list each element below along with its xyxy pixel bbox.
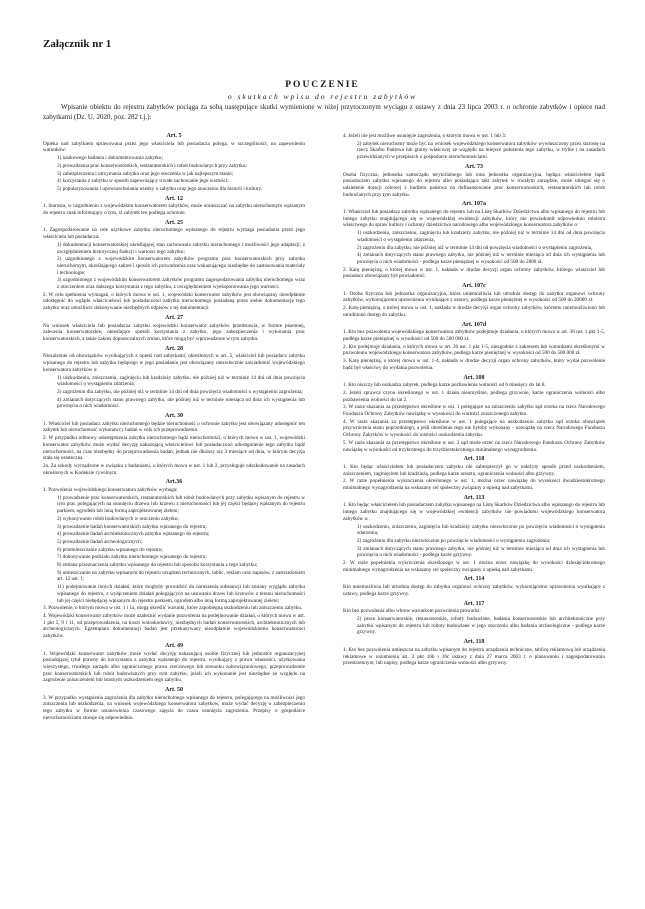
article-heading: Art. 113 <box>463 494 485 501</box>
article-heading: Art. 5 <box>166 133 182 139</box>
paragraph: 1. Kto bez pozwolenia wojewódzkiego konserwatora zabytków podejmuje działania, o których mowa w art. 36 ust. 1 pkt 1-5, podlega karze pieniężnej w wysokości od 500 do 500 000 zł. <box>343 329 605 342</box>
paragraph: Niezależnie od obowiązków wynikających z opieki nad zabytkami, określonych w art. 5, właściciel lub posiadacz zabytku wpisanego do rejestru lub zabytku będącego w jego posiadaniu jest obowiązany niezwłocznie zawiadomić wojewódzkiego konserwatora zabytków o: <box>43 353 305 373</box>
paragraph: 2. Kto podejmuje działania, o których mowa w art. 36 ust. 1 pkt 1-5, niezgodnie z zakresem lub warunkami określonymi w pozwoleniu wojewódzkiego konserwatora zabytków, podlega karze pieniężnej w wysokości od 500 do 500 000 zł. <box>343 343 605 357</box>
list-item: 6) przemieszczanie zabytku wpisanego do rejestru; <box>57 546 163 553</box>
list-item: 4) zmianach dotyczących stanu prawnego zabytku, nie później niż w terminie miesiąca od dnia ich wystąpienia lub powzięcia o nich wiadomości. <box>57 396 305 410</box>
article-heading: Art. 114 <box>463 576 485 583</box>
article-heading: Art. 27 <box>165 314 183 321</box>
list-item: 2) zagrożeniu dla zabytku niezwłocznie po powzięciu wiadomości o wystąpieniu zagrożenia; <box>357 537 551 544</box>
paragraph: 1. Właściciel lub posiadacz zabytku wpisanego do rejestru lub na Listę Skarbów Dziedzictwa albo wpisanego do rejestru lub innego zabytku znajdującego się w wojewódzkiej ewidencji zabytków, który nie powiadomił odpowiednio ministra właściwego do spraw kultury i ochrony dziedzictwa narodowego albo wojewódzkiego konserwatora zabytków o: <box>343 209 605 229</box>
paragraph: Osoba fizyczna, jednostka samorządu terytorialnego lub inna jednostka organizacyjna, będąca właścicielem bądź posiadaczem zabytku wpisanego do rejestru albo posiadająca taki zabytek w trwałym zarządzie, może ubiegać się o udzielenie dotacji celowej z budżetu państwa na dofinansowanie prac konserwatorskich, restauratorskich lub robót budowlanych przy tym zabytku. <box>343 171 605 198</box>
list-item: 1) uszkodzeniu, zniszczeniu, zaginięciu lub kradzieży zabytku, nie później niż w terminie 14 dni od dnia powzięcia wiadomości o wystąpieniu zdarzenia; <box>57 374 305 388</box>
paragraph: 5. W razie skazania za przestępstwo określone w ust. 2 sąd może orzec na rzecz Narodowego Funduszu Ochrony Zabytków nawiązkę w wysokości od trzykrotnego do trzydziestokrotnego minimalnego wynagrodzenia. <box>343 439 605 453</box>
paragraph: 1. Zagospodarowanie na cele użytkowe zabytku nieruchomego wpisanego do rejestru wymaga posiadania przez jego właściciela lub posiadacza: <box>43 227 305 241</box>
list-item: 3) uzgodnionego z wojewódzkim konserwatorem zabytków programu zagospodarowania zabytku nieruchomego wraz z otoczeniem oraz dalszego korzystania z tego zabytku, z uwzględnieniem wyeksponowania jego wartości. <box>57 277 305 291</box>
list-item: 8) zmiana przeznaczenia zabytku wpisanego do rejestru lub sposobu korzystania z tego zabytku; <box>57 562 258 569</box>
paragraph: 1. Kto będąc właścicielem lub posiadaczem zabytku wpisanego na Listę Skarbów Dziedzictwa albo wpisanego do rejestru lub innego zabytku znajdującego się w wojewódzkiej ewidencji zabytków nie powiadomi wojewódzkiego konserwatora zabytków o: <box>343 502 605 522</box>
paragraph: 2. W razie popełnienia wykroczenia określonego w ust. 1, można orzec nawiązkę do wysokości dwudziestokrotnego minimalnego wynagrodzenia na wskazany cel społeczny związany z opieką nad zabytkami. <box>343 478 605 492</box>
paragraph: 2. Jeżeli sprawca czynu określonego w ust. 1 działa nieumyślnie, podlega grzywnie, karze ograniczenia wolności albo pozbawienia wolności do lat 2. <box>343 389 605 403</box>
paragraph: 1. Wojewódzki konserwator zabytków może wydać decyzję nakazującą osobie fizycznej lub jednostce organizacyjnej posiadającej tytuł prawny do korzystania z zabytku wpisanego do rejestru, wynikający z prawa własności, użytkowania wieczystego, trwałego zarządu albo ograniczonego prawa rzeczowego lub stosunku zobowiązaniowego, przeprowadzenie prac konserwatorskich lub robót budowlanych przy tym zabytku, jeżeli ich wykonanie jest niezbędne ze względu na zagrożenie zniszczeniem lub istotnym uszkodzeniem tego zabytku. <box>43 650 305 684</box>
paragraph: Na wniosek właściciela lub posiadacza zabytku wojewódzki konserwator zabytków przedstawia, w formie pisemnej, zalecenia konserwatorskie, określające sposób korzystania z zabytku, jego zabezpieczenia i wykonania prac konserwatorskich, a także zakres dopuszczalnych zmian, które mogą być wprowadzone w tym zabytku. <box>43 322 305 342</box>
article-heading: Art. 118 <box>463 639 485 646</box>
list-item: 1) prowadzenie prac konserwatorskich, restauratorskich lub robót budowlanych przy zabytku wpisanym do rejestru w tym prac polegających na usunięciu drzewa lub krzewu z nieruchomości lub jej części będącej wpisanym do rejestru parkiem, ogrodem lub inną formą zaprojektowanej zieleni; <box>57 494 305 515</box>
list-item: 5) popularyzowania i upowszechniania wiedzy o zabytku oraz jego znaczeniu dla historii i kultury. <box>57 185 263 192</box>
list-item: 9) umieszczanie na zabytku wpisanym do rejestru urządzeń technicznych, tablic, reklam oraz napisów, z zastrzeżeniem art. 12 ust. 1; <box>57 569 305 583</box>
paragraph: Opieka nad zabytkiem sprawowana przez jego właściciela lub posiadacza polega, w szczególności, na zapewnieniu warunków: <box>43 140 305 154</box>
list-item: 4) prowadzenie badań architektonicznych zabytku wpisanego do rejestru; <box>57 531 210 538</box>
paragraph: 3. W razie skazania za przestępstwo określone w ust. 1 polegające na zniszczeniu zabytku sąd orzeka na rzecz Narodowego Funduszu Ochrony Zabytków nawiązkę w wysokości do wartości zniszczonego zabytku. <box>343 404 605 418</box>
paragraph: 2a. Za szkody wyrządzone w związku z badaniami, o których mowa w ust. 1 lub 2, przysługuje odszkodowanie na zasadach określonych w Kodeksie cywilnym. <box>43 462 305 476</box>
list-item: 3) zmianach dotyczących stanu prawnego zabytku, nie później niż w terminie miesiąca od dnia ich wystąpienia lub powzięcia o nich wiadomości - podlega karze grzywny. <box>357 545 605 559</box>
article-heading: Art. 107a <box>462 201 486 208</box>
article-heading: Art. 108 <box>463 374 485 381</box>
list-item: 4) zmianach dotyczących stanu prawnego zabytku, nie później niż w terminie miesiąca od dnia ich wystąpienia lub powzięcia o nich wiadomości - podlega karze pieniężnej w wysokości od 500 do 2000 zł. <box>357 252 605 265</box>
list-item: 4) korzystania z zabytku w sposób zapewniający trwałe zachowanie jego wartości; <box>57 178 229 185</box>
article-heading: Art. 117 <box>463 600 485 607</box>
right-column <box>343 133 605 668</box>
article-heading: Art. 12 <box>165 195 183 202</box>
attachment-label: Załącznik nr 1 <box>43 38 112 50</box>
document-title: POUCZENIE <box>285 80 360 90</box>
list-item: 1) naukowego badania i dokumentowania zabytku; <box>57 155 163 162</box>
list-item: 2) wykonywanie robót budowlanych w otoczeniu zabytku; <box>57 515 179 522</box>
article-heading: Art. 30 <box>165 413 183 420</box>
paragraph: 1. Kto będąc właścicielem lub posiadaczem zabytku nie zabezpieczył go w należyty sposób przed uszkodzeniem, zniszczeniem, zaginięciem lub kradzieżą, podlega karze aresztu, ograniczenia wolności albo grzywny. <box>343 463 605 477</box>
article-heading: Art. 28 <box>165 345 183 352</box>
list-item: 5) prowadzenie badań archeologicznych; <box>57 538 143 545</box>
intro-paragraph: Wpisanie obiektu do rejestru zabytków pociąga za sobą następujące skutki wymienione w niżej przytoczonym wyciągu z ustawy z dnia 23 lipca 2003 r. o ochronie zabytków i opiece nad zabytkami (Dz. U. 2020, poz. 282 t.j.): <box>43 103 605 121</box>
list-item: 2) prowadzenia prac konserwatorskich, restauratorskich i robót budowlanych przy zabytku; <box>57 162 247 169</box>
paragraph: 1. Kto niszczy lub uszkadza zabytek, podlega karze pozbawienia wolności od 6 miesięcy do lat 8. <box>343 382 546 389</box>
article-heading: Art. 49 <box>165 642 183 649</box>
article-heading: Art. 25 <box>165 219 183 226</box>
paragraph: 1. Kto bez pozwolenia umieszcza na zabytku wpisanym do rejestru urządzenia techniczne, tablicę reklamową lub urządzenia reklamowe w rozumieniu art. 2 pkt 16b i 16c ustawy z dnia 27 marca 2003 r. o planowaniu i zagospodarowaniu przestrzennym, lub napisy, podlega karze ograniczenia wolności albo grzywny. <box>343 646 605 667</box>
paragraph: 3. W przypadku wystąpienia zagrożenia dla zabytku nieruchomego wpisanego do rejestru, polegającego na możliwości jego zniszczenia lub uszkodzenia, na wniosek wojewódzkiego konserwatora zabytków, może wydać decyzję o zabezpieczeniu tego zabytku w formie ustanowienia czasowego zajęcia do czasu usunięcia zagrożenia. Przepisy o gospodarce nieruchomościami stosuje się odpowiednio. <box>43 694 305 721</box>
paragraph: 2. W przypadku odmowy udostępnienia zabytku nieruchomego bądź nieruchomości, o których mowa w ust. 1, wojewódzki konserwator zabytków może wydać decyzję nakazującą właścicielowi lub posiadaczowi udostępnienie tego zabytku bądź nieruchomości, na czas niezbędny do przeprowadzenia badań, jednak nie dłuższy niż 3 miesiące od dnia, w którym decyzja stała się ostateczna. <box>43 435 305 462</box>
list-item: 2) prace konserwatorskie, restauratorskie, roboty budowlane, badania konserwatorskie lub architektoniczne przy zabytku wpisanym do rejestru lub roboty budowlane w jego otoczeniu albo badania archeologiczne - podlega karze grzywny. <box>357 616 605 636</box>
list-item: 1) uszkodzeniu, zniszczeniu, zaginięciu lub kradzieży zabytku niezwłocznie po powzięciu wiadomości o wystąpieniu zdarzenia; <box>357 523 605 537</box>
list-item: 2) zagrożeniu dla zabytku, nie później niż w terminie 14 dni od dnia powzięcia wiadomości o wystąpieniu zagrożenia; <box>57 388 303 395</box>
paragraph: 2. W razie popełnienia wykroczenia określonego w ust. 1 można orzec nawiązkę do wysokości dziesięciokrotnego minimalnego wynagrodzenia na wskazany cel społeczny związany z opieką nad zabytkami. <box>343 560 605 573</box>
list-item: 11) podejmowanie innych działań, które mogłyby prowadzić do naruszenia substancji lub zmiany wyglądu zabytku wpisanego do rejestru, z wyłączeniem działań polegających na usuwaniu drzew lub krzewów z terenu nieruchomości lub jej części niebędącej wpisanym do rejestru parkiem, ogrodem albo inną formą zaprojektowanej zieleni; <box>57 584 305 604</box>
paragraph: 3. Pozwolenie, o którym mowa w ust. 1 i 1a, mogą określić warunki, które zapobiegną uszkodzeniu lub zniszczeniu zabytku. <box>43 605 303 612</box>
article-heading: Art. 110 <box>463 456 485 463</box>
paragraph: 2. Karę pieniężną, o której mowa w ust. 1, nakłada w drodze decyzji organ ochrony zabytków, którego właściciel lub posiadacz obowiązany był powiadomić. <box>343 266 605 280</box>
paragraph: 4. Wojewódzki konserwator zabytków może uzależnić wydanie pozwolenia na podejmowanie działań, o których mowa w ust. 1 pkt 5, 9 i 11, od przeprowadzenia, na koszt wnioskodawcy, niezbędnych badań konserwatorskich, architektonicznych lub archeologicznych. Egzemplarz dokumentacji badań jest przekazywany nieodpłatnie wojewódzkiemu konserwatorowi zabytków. <box>43 613 305 640</box>
paragraph: 1. Starosta, w uzgodnieniu z wojewódzkim konserwatorem zabytków, może umieszczać na zabytku nieruchomym wpisanym do rejestru znak informujący o tym, iż zabytek ten podlega ochronie. <box>43 203 305 217</box>
list-item: 3) prowadzenie badań konserwatorskich zabytku wpisanego do rejestru; <box>57 523 207 530</box>
paragraph: 4. Jeżeli nie jest możliwe usunięcie zagrożenia, o którym mowa w ust. 1 lub 3: <box>343 133 507 139</box>
list-item: 1) uszkodzeniu, zniszczeniu, zaginięciu lub kradzieży zabytku, nie później niż w terminie 14 dni od dnia powzięcia wiadomości o wystąpieniu zdarzenia, <box>357 230 605 243</box>
list-item: 2) zabytek nieruchomy może być na wniosek wojewódzkiego konserwatora zabytków wywłaszczony przez starostę na rzecz Skarbu Państwa lub gminy właściwej ze względu na miejsce położenia tego zabytku, w trybie i na zasadach przewidzianych w przepisach o gospodarce nieruchomościami. <box>357 140 605 161</box>
document-subtitle: o skutkach wpisu do rejestru zabytków <box>227 92 418 101</box>
paragraph: Kto uniemożliwia lub utrudnia dostęp do zabytku organowi ochrony zabytków, wykonującemu uprawnienia wynikające z ustawy, podlega karze grzywny. <box>343 584 605 597</box>
article-heading: Art. 107d <box>461 321 487 328</box>
paragraph: 2. W celu spełnienia wymagań, o których mowa w ust. 1, wojewódzki konserwator zabytków jest obowiązany nieodpłatnie udostępnić do wglądu właścicielowi lub posiadaczowi zabytku nieruchomego posiadaną przez siebie dokumentację tego zabytku oraz umożliwić dokonywanie niezbędnych odpisów z tej dokumentacji. <box>43 291 305 312</box>
article-heading: Art.36 <box>165 479 183 486</box>
list-item: 7) dokonywanie podziału zabytku nieruchomego wpisanego do rejestru; <box>57 554 207 561</box>
article-heading: Art. 73 <box>465 163 483 170</box>
left-column <box>43 133 305 723</box>
paragraph: 2. Karę pieniężną, o której mowa w ust. 1, nakłada w drodze decyzji organ ochrony zabytków, któremu uniemożliwiono lub utrudniono dostęp do zabytku. <box>343 305 605 318</box>
paragraph: 1. Osoba fizyczna lub jednostka organizacyjna, która uniemożliwia lub utrudnia dostęp do zabytku organowi ochrony zabytków, wykonującemu uprawnienia wynikające z ustawy, podlega karze pieniężnej w wysokości od 500 do 20000 zł. <box>343 290 605 304</box>
list-item: 3) zabezpieczenia i utrzymania zabytku oraz jego otoczenia w jak najlepszym stanie; <box>57 170 234 177</box>
list-item: 2) uzgodnionego z wojewódzkim konserwatorem zabytków programu prac konserwatorskich przy zabytku nieruchomym, określającego zakres i sposób ich prowadzenia oraz wskazującego niezbędne do zastosowania materiały i technologie; <box>57 256 305 276</box>
paragraph: 1. Właściciel lub posiadacz zabytku nieruchomego będzie nieruchomość o ochronie zabytku jest obowiązany udostępnić ten zabytek lub nieruchomość wykonawcy badań w celu ich przeprowadzenia. <box>43 420 305 434</box>
article-heading: Art. 50 <box>165 687 183 694</box>
article-heading: Art. 107c <box>462 283 486 290</box>
paragraph: Kto bez pozwolenia albo wbrew warunkom pozwolenia prowadzi: <box>343 608 481 615</box>
paragraph: 4. W razie skazania za przestępstwo określone w ust. 1 polegające na uszkodzeniu zabytku sąd orzeka obowiązek przywrócenia stanu poprzedniego, a jeśli określenie tego nie byłoby wykonany - nawiązkę na rzecz Narodowego Funduszu Ochrony Zabytków w wysokości do wartości uszkodzenia zabytku. <box>343 418 605 439</box>
paragraph: 3. Karę pieniężną, o której mowa w ust. 1-4, nakłada w drodze decyzji organ ochrony zabytków, który wydał pozwolenie bądź był właściwy do wydania pozwolenia. <box>343 358 605 371</box>
list-item: 2) zagrożeniu dla zabytku, nie później niż w terminie 14 dni od powzięcia wiadomości o wystąpieniu zagrożenia, <box>357 244 593 251</box>
paragraph: 1. Pozwolenia wojewódzkiego konserwatora zabytków wymaga: <box>43 487 178 494</box>
list-item: 1) dokumentacji konserwatorskiej określającej stan zachowania zabytku nieruchomego i możliwości jego adaptacji, z uwzględnieniem historycznej funkcji i wartości tego zabytku; <box>57 241 305 255</box>
